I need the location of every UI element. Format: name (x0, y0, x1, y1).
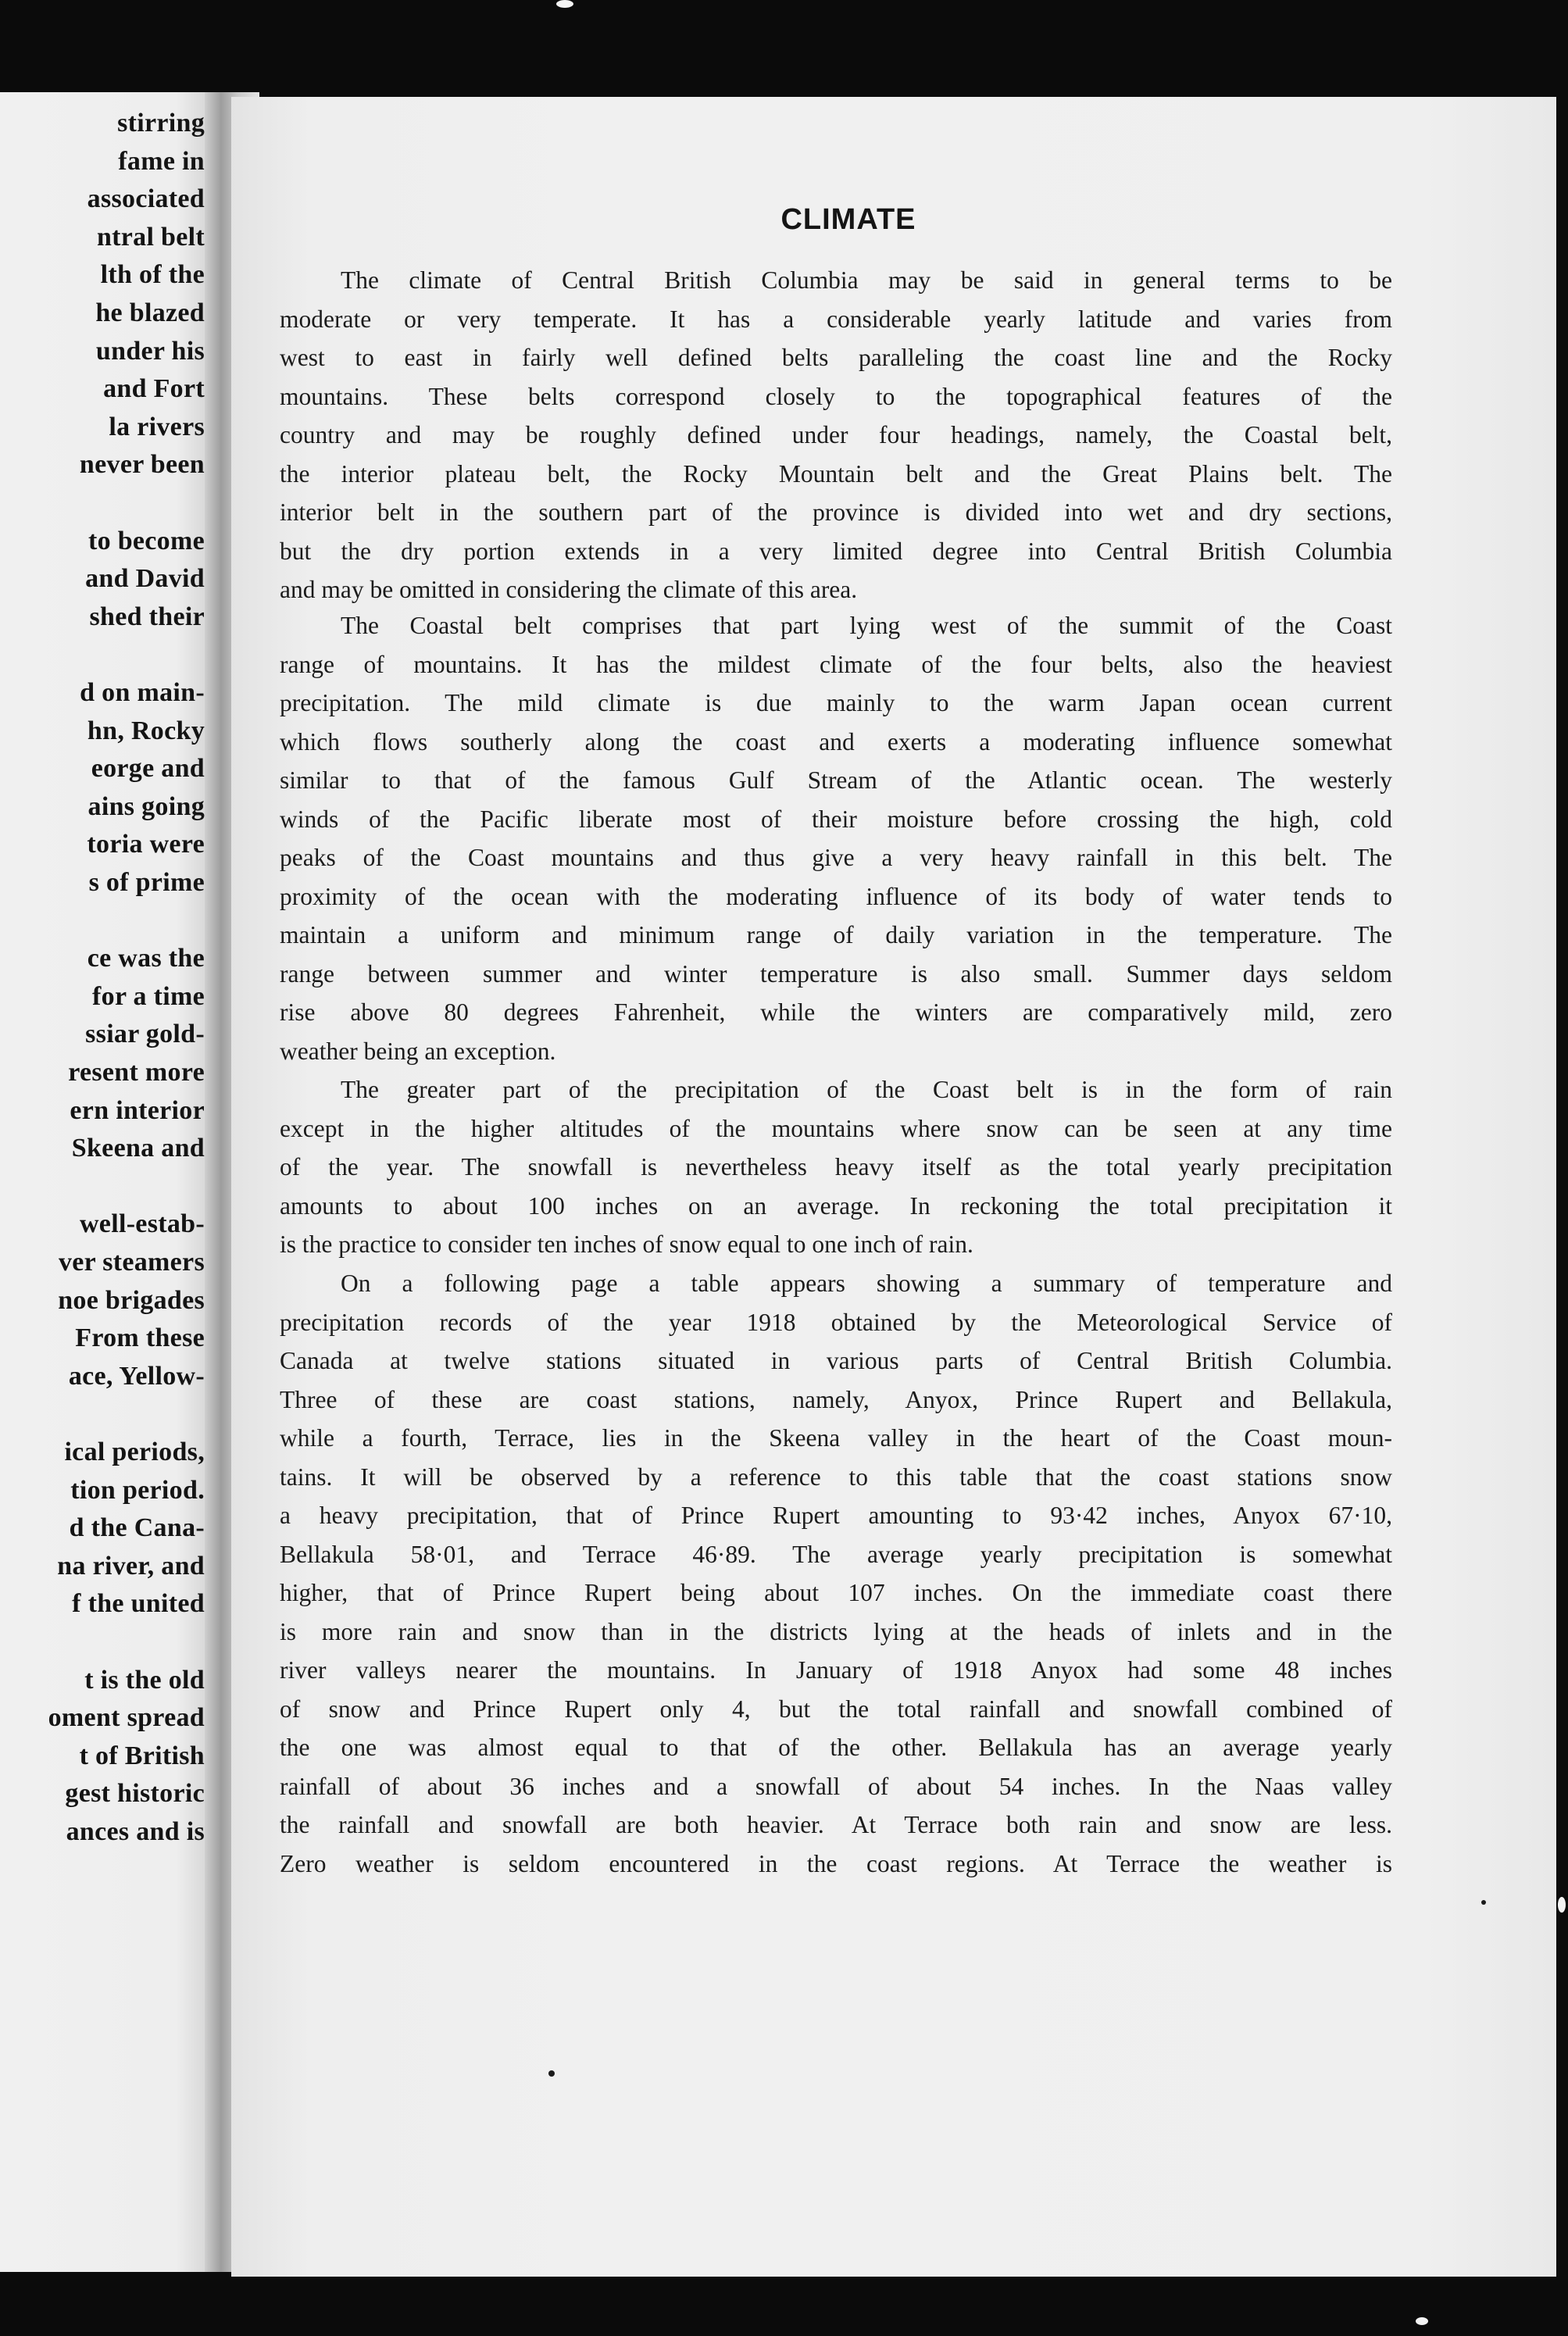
text-line: is the practice to consider ten inches of snow equal to one inch of rain. (280, 1231, 973, 1258)
left-page-line: ains going (88, 791, 205, 821)
left-page-line: under his (95, 336, 205, 366)
left-page-line: ce was the (87, 944, 205, 973)
left-page-line: gest historic (65, 1779, 205, 1809)
left-page-line: f the united (72, 1589, 205, 1619)
text-line: The greater part of the precipitation of the Coast belt is in the form of rain (341, 1076, 1392, 1103)
text-line: similar to that of the famous Gulf Stream of the Atlantic ocean. The westerly (280, 766, 1392, 794)
left-page-line: From these (75, 1323, 205, 1353)
text-line: of the year. The snowfall is nevertheless heavy itself as the total yearly precipitation (280, 1153, 1392, 1181)
text-line: the interior plateau belt, the Rocky Mountain belt and the Great Plains belt. The (280, 459, 1392, 488)
scan-speck (1416, 2317, 1428, 2325)
left-page-line: tion period. (70, 1475, 205, 1505)
text-line: of snow and Prince Rupert only 4, but the total rainfall and snowfall combined of (280, 1695, 1392, 1723)
text-line: the rainfall and snowfall are both heavier. At Terrace both rain and snow are less. (280, 1811, 1392, 1838)
text-line: Zero weather is seldom encountered in the coast regions. At Terrace the weather is (280, 1849, 1392, 1877)
text-line: interior belt in the southern part of the province is divided into wet and dry sections, (280, 498, 1392, 526)
left-page-line: Skeena and (71, 1134, 205, 1163)
left-page-line: noe brigades (58, 1285, 205, 1315)
left-page-line: toria were (87, 830, 205, 859)
text-line: precipitation records of the year 1918 obtained by the Meteorological Service of (280, 1308, 1392, 1336)
left-page-line: fame in (118, 146, 205, 176)
text-line: rainfall of about 36 inches and a snowfall of about 54 inches. In the Naas valley (280, 1772, 1392, 1800)
text-line: The climate of Central British Columbia may be said in general terms to be (341, 266, 1392, 294)
text-line: moderate or very temperate. It has a considerable yearly latitude and varies from (280, 305, 1392, 333)
text-line: higher, that of Prince Rupert being about 107 inches. On the immediate coast there (280, 1579, 1392, 1606)
left-page-line: ntral belt (96, 222, 205, 252)
paragraph (280, 261, 1392, 609)
left-page-line: to become (88, 526, 205, 555)
paragraph (280, 1070, 1392, 1264)
left-page-line: d the Cana- (69, 1513, 205, 1543)
left-page-line: hn, Rocky (87, 716, 205, 745)
text-line: tains. It will be observed by a reference to this table that the coast stations snow (280, 1463, 1392, 1491)
left-page-line: and David (85, 564, 205, 594)
left-page-line: resent more (68, 1058, 205, 1087)
left-page-line: he blazed (95, 298, 205, 327)
left-page-line: well-estab- (79, 1209, 205, 1239)
text-line: precipitation. The mild climate is due mainly to the warm Japan ocean current (280, 689, 1392, 716)
ink-speck (548, 2070, 555, 2077)
left-page-line: ances and is (66, 1817, 205, 1846)
left-page-line: s of prime (88, 868, 205, 897)
left-page-line: ace, Yellow- (68, 1361, 205, 1391)
left-page-line: lth of the (100, 260, 205, 290)
text-line: The Coastal belt comprises that part lying west of the summit of the Coast (341, 612, 1392, 639)
left-page-line: for a time (92, 981, 205, 1011)
left-page-line: associated (87, 184, 205, 214)
right-page (231, 97, 1556, 2277)
text-line: and may be omitted in considering the climate of this area. (280, 576, 858, 603)
text-line: river valleys nearer the mountains. In January of 1918 Anyox had some 48 inches (280, 1656, 1392, 1684)
paragraph (280, 606, 1392, 1070)
text-line: is more rain and snow than in the districts lying at the heads of inlets and in the (280, 1617, 1392, 1645)
text-line: except in the higher altitudes of the mountains where snow can be seen at any time (280, 1114, 1392, 1142)
left-page-line: la rivers (109, 412, 205, 441)
left-page-line: t of British (79, 1741, 205, 1770)
text-line: maintain a uniform and minimum range of daily variation in the temperature. The (280, 921, 1392, 948)
ink-speck (1481, 1900, 1486, 1905)
text-line: but the dry portion extends in a very limited degree into Central British Columbia (280, 537, 1392, 565)
text-line: proximity of the ocean with the moderating influence of its body of water tends to (280, 882, 1392, 910)
text-line: Bellakula 58·01, and Terrace 46·89. The average yearly precipitation is somewhat (280, 1540, 1392, 1568)
scan-speck (1558, 1897, 1566, 1913)
text-line: peaks of the Coast mountains and thus give a very heavy rainfall in this belt. The (280, 844, 1392, 871)
text-line: while a fourth, Terrace, lies in the Skeena valley in the heart of the Coast moun- (280, 1424, 1392, 1452)
page-title: CLIMATE (780, 203, 916, 236)
paragraph (280, 1264, 1392, 1883)
left-page-line: na river, and (57, 1551, 205, 1581)
text-line: country and may be roughly defined under four headings, namely, the Coastal belt, (280, 421, 1392, 448)
left-page-line: t is the old (84, 1665, 205, 1695)
text-line: mountains. These belts correspond closely to the topographical features of the (280, 382, 1392, 410)
scan-speck (556, 0, 573, 8)
text-line: range of mountains. It has the mildest climate of the four belts, also the heaviest (280, 650, 1392, 678)
left-page-line: and Fort (103, 374, 205, 404)
text-line: rise above 80 degrees Fahrenheit, while the winters are comparatively mild, zero (280, 998, 1392, 1026)
text-line: winds of the Pacific liberate most of their moisture before crossing the high, cold (280, 805, 1392, 833)
left-page-line: ssiar gold- (85, 1020, 205, 1049)
text-line: a heavy precipitation, that of Prince Rupert amounting to 93·42 inches, Anyox 67·10, (280, 1502, 1392, 1529)
text-line: range between summer and winter temperature is also small. Summer days seldom (280, 959, 1392, 988)
left-page-line: never been (79, 450, 205, 480)
left-page-line: shed their (89, 602, 205, 631)
left-page-line: ern interior (70, 1095, 205, 1125)
text-line: weather being an exception. (280, 1037, 556, 1065)
left-facing-page (0, 92, 220, 2272)
left-page-line: stirring (117, 109, 205, 138)
text-line: On a following page a table appears showing a summary of temperature and (341, 1270, 1392, 1297)
text-line: west to east in fairly well defined belts paralleling the coast line and the Rocky (280, 344, 1392, 371)
text-line: the one was almost equal to that of the other. Bellakula has an average yearly (280, 1734, 1392, 1761)
text-line: Three of these are coast stations, namely, Anyox, Prince Rupert and Bellakula, (280, 1385, 1392, 1413)
left-page-line: d on main- (80, 678, 205, 707)
text-line: which flows southerly along the coast and exerts a moderating influence somewhat (280, 727, 1392, 755)
text-line: Canada at twelve stations situated in various parts of Central British Columbia. (280, 1347, 1392, 1374)
left-page-line: ical periods, (64, 1438, 205, 1466)
left-page-line: eorge and (91, 754, 205, 784)
left-page-line: ver steamers (58, 1248, 205, 1277)
text-line: amounts to about 100 inches on an average. In reckoning the total precipitation it (280, 1191, 1392, 1220)
left-page-line: oment spread (48, 1703, 205, 1733)
